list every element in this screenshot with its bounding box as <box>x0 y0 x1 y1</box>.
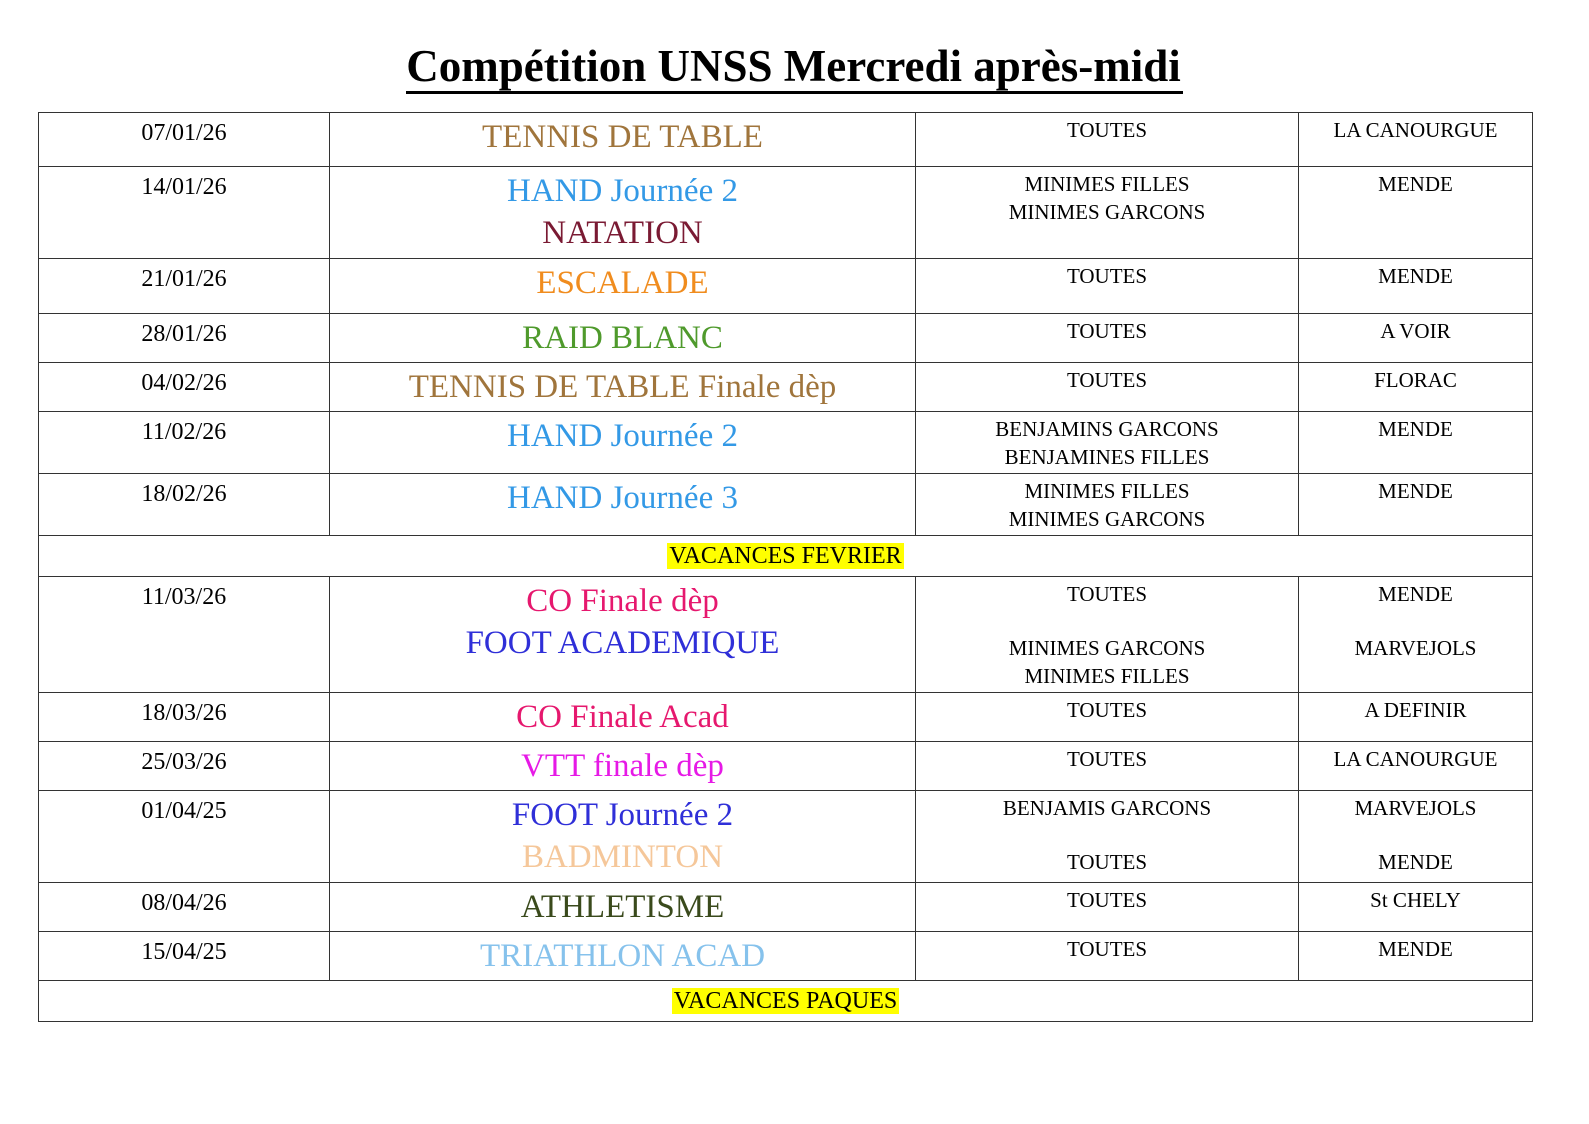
schedule-table <box>38 112 1533 1022</box>
place-label: A DEFINIR <box>1364 698 1467 722</box>
date-cell: 04/02/26 <box>39 363 330 412</box>
place-cell <box>1299 883 1533 932</box>
category-cell <box>916 474 1299 536</box>
category-label: TOUTES <box>1066 368 1148 392</box>
vacation-label: VACANCES FEVRIER <box>669 543 902 569</box>
sport-label: HAND Journée 2 <box>507 173 738 209</box>
sport-cell <box>330 932 916 981</box>
category-label: MINIMES GARCONS <box>1008 200 1206 224</box>
sport-cell <box>330 883 916 932</box>
category-cell <box>916 883 1299 932</box>
category-label: BENJAMINS GARCONS <box>995 417 1219 441</box>
sport-label: HAND Journée 3 <box>507 480 738 516</box>
date-cell: 11/02/26 <box>39 412 330 474</box>
table-row <box>39 314 1533 363</box>
sport-label: NATATION <box>542 215 703 251</box>
category-cell <box>916 113 1299 167</box>
sport-cell <box>330 363 916 412</box>
place-cell <box>1299 113 1533 167</box>
category-label: TOUTES <box>1066 888 1148 912</box>
place-cell <box>1299 577 1533 693</box>
sport-cell <box>330 412 916 474</box>
table-row <box>39 259 1533 314</box>
place-label: St CHELY <box>1370 888 1461 912</box>
place-cell <box>1299 412 1533 474</box>
sport-cell <box>330 113 916 167</box>
date-cell: 15/04/25 <box>39 932 330 981</box>
date-cell: 11/03/26 <box>39 577 330 693</box>
category-cell <box>916 577 1299 693</box>
sport-label: CO Finale dèp <box>526 583 719 619</box>
category-label: MINIMES FILLES <box>1024 664 1190 688</box>
place-cell <box>1299 791 1533 883</box>
place-label: LA CANOURGUE <box>1333 747 1498 771</box>
date-cell: 01/04/25 <box>39 791 330 883</box>
category-label: MINIMES FILLES <box>1024 172 1190 196</box>
vacation-cell <box>39 981 1533 1022</box>
sport-label: RAID BLANC <box>522 320 723 356</box>
place-label: MENDE <box>1378 582 1453 606</box>
category-label: BENJAMINES FILLES <box>1004 445 1210 469</box>
table-row <box>39 167 1533 259</box>
date-cell: 18/02/26 <box>39 474 330 536</box>
vacation-label: VACANCES PAQUES <box>673 988 898 1014</box>
sport-label: VTT finale dèp <box>521 748 724 784</box>
category-label: TOUTES <box>1066 937 1148 961</box>
category-label: TOUTES <box>1066 118 1148 142</box>
category-label: TOUTES <box>1066 264 1148 288</box>
category-cell <box>916 363 1299 412</box>
place-cell <box>1299 167 1533 259</box>
place-cell <box>1299 363 1533 412</box>
page-title: Compétition UNSS Mercredi après-midi <box>0 38 1589 94</box>
sport-label: TENNIS DE TABLE <box>482 119 763 155</box>
table-row <box>39 883 1533 932</box>
category-label: TOUTES <box>1066 319 1148 343</box>
place-cell <box>1299 314 1533 363</box>
sport-label: HAND Journée 2 <box>507 418 738 454</box>
category-label: MINIMES GARCONS <box>1008 507 1206 531</box>
sport-label: TENNIS DE TABLE Finale dèp <box>408 369 837 405</box>
category-cell <box>916 167 1299 259</box>
place-label: MENDE <box>1378 417 1453 441</box>
sport-label: FOOT Journée 2 <box>511 797 734 833</box>
sport-label: CO Finale Acad <box>516 699 729 735</box>
place-label: MENDE <box>1378 479 1453 503</box>
category-label: MINIMES FILLES <box>1024 479 1190 503</box>
sport-cell <box>330 314 916 363</box>
place-label: MENDE <box>1378 172 1453 196</box>
date-cell: 28/01/26 <box>39 314 330 363</box>
category-cell <box>916 693 1299 742</box>
place-label: MENDE <box>1378 850 1453 874</box>
table-row <box>39 693 1533 742</box>
sport-label: FOOT ACADEMIQUE <box>465 625 780 661</box>
place-label: MENDE <box>1378 937 1453 961</box>
sport-label: ATHLETISME <box>520 889 725 925</box>
sport-cell <box>330 577 916 693</box>
date-cell: 21/01/26 <box>39 259 330 314</box>
category-cell <box>916 742 1299 791</box>
category-label: BENJAMIS GARCONS <box>1002 796 1212 820</box>
place-cell <box>1299 693 1533 742</box>
place-cell <box>1299 932 1533 981</box>
place-cell <box>1299 474 1533 536</box>
vacation-row <box>39 536 1533 577</box>
date-cell: 25/03/26 <box>39 742 330 791</box>
category-cell <box>916 932 1299 981</box>
place-label: MARVEJOLS <box>1354 636 1477 660</box>
sport-label: BADMINTON <box>521 839 724 875</box>
table-row <box>39 363 1533 412</box>
place-label: FLORAC <box>1374 368 1457 392</box>
category-cell <box>916 412 1299 474</box>
category-label: TOUTES <box>1066 850 1148 874</box>
category-cell <box>916 791 1299 883</box>
table-row <box>39 412 1533 474</box>
category-label: TOUTES <box>1066 747 1148 771</box>
table-row <box>39 577 1533 693</box>
table-row <box>39 932 1533 981</box>
sport-label: ESCALADE <box>536 265 709 301</box>
category-label: TOUTES <box>1066 582 1148 606</box>
category-label: MINIMES GARCONS <box>1008 636 1206 660</box>
place-label: LA CANOURGUE <box>1333 118 1498 142</box>
vacation-row <box>39 981 1533 1022</box>
category-label: TOUTES <box>1066 698 1148 722</box>
vacation-cell <box>39 536 1533 577</box>
place-cell <box>1299 742 1533 791</box>
category-cell <box>916 314 1299 363</box>
place-cell <box>1299 259 1533 314</box>
sport-cell <box>330 742 916 791</box>
place-label: MARVEJOLS <box>1354 796 1477 820</box>
table-row <box>39 113 1533 167</box>
category-cell <box>916 259 1299 314</box>
sport-cell <box>330 791 916 883</box>
date-cell: 18/03/26 <box>39 693 330 742</box>
table-row <box>39 474 1533 536</box>
date-cell: 07/01/26 <box>39 113 330 167</box>
sport-cell <box>330 259 916 314</box>
date-cell: 14/01/26 <box>39 167 330 259</box>
sport-label: TRIATHLON ACAD <box>479 938 766 974</box>
date-cell: 08/04/26 <box>39 883 330 932</box>
place-label: A VOIR <box>1380 319 1451 343</box>
sport-cell <box>330 474 916 536</box>
sport-cell <box>330 167 916 259</box>
place-label: MENDE <box>1378 264 1453 288</box>
table-row <box>39 791 1533 883</box>
sport-cell <box>330 693 916 742</box>
table-row <box>39 742 1533 791</box>
